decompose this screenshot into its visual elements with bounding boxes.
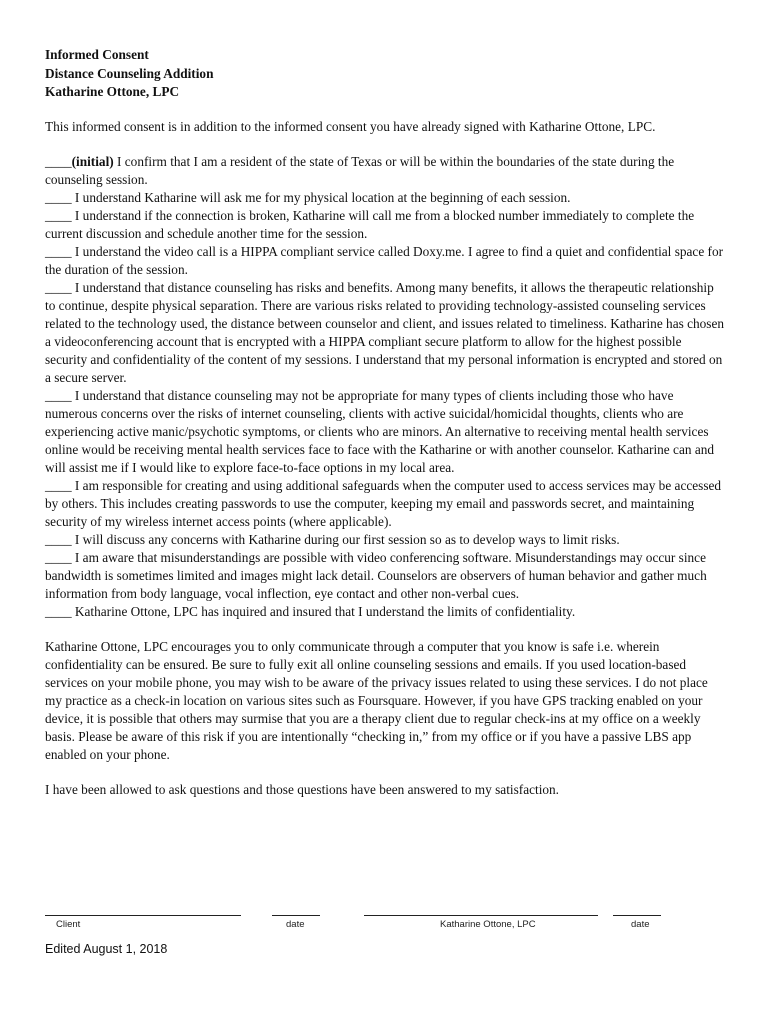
initial-blank[interactable]: ____ [45, 207, 72, 223]
consent-item-text: I understand the video call is a HIPPA compliant service called Doxy.me. I agree to find a quiet and confidential space for the duration of the session. [45, 243, 724, 277]
consent-item-risks-benefits [45, 279, 725, 387]
client-date-line[interactable] [272, 915, 320, 916]
initial-blank[interactable]: ____ [45, 603, 72, 619]
consent-item-text: I am aware that misunderstandings are possible with video conferencing software. Misunderstandings may occur since bandwidth is sometimes limited and images might lack detail. Counselors are observers of human behavior and gather much information from body language, vocal inflection, eye contact and other non-verbal cues. [45, 549, 707, 601]
consent-item-video-service [45, 243, 725, 279]
edited-date: Edited August 1, 2018 [45, 942, 168, 956]
client-date-label: date [286, 919, 305, 930]
initial-blank[interactable]: ____ [45, 477, 72, 493]
consent-item-location [45, 189, 725, 207]
initial-blank[interactable]: ____ [45, 189, 72, 205]
initial-blank[interactable]: ____ [45, 243, 72, 259]
header-subtitle: Distance Counseling Addition [45, 65, 214, 81]
initial-blank[interactable]: ____ [45, 531, 72, 547]
initial-blank[interactable]: ____ [45, 387, 72, 403]
consent-item-text: I will discuss any concerns with Katharine during our first session so as to develop ways to limit risks. [71, 531, 620, 547]
header-title: Informed Consent [45, 47, 149, 62]
initial-blank[interactable]: ____ [45, 279, 72, 295]
consent-item-concerns [45, 531, 725, 549]
consent-item-text: Katharine Ottone, LPC has inquired and insured that I understand the limits of confidentiality. [71, 603, 576, 619]
counselor-signature-line[interactable] [364, 915, 598, 916]
consent-item-text: I am responsible for creating and using additional safeguards when the computer used to access services may be accessed by others. This includes creating passwords to use the computer, keeping my email and passwords secret, and maintaining security of my wireless internet access points (where applicable). [45, 477, 722, 529]
document-header [45, 46, 725, 102]
consent-item-confidentiality [45, 603, 725, 621]
consent-items [45, 153, 725, 621]
initial-blank[interactable]: ____ [45, 549, 72, 565]
counselor-date-label: date [631, 919, 650, 930]
consent-item-misunderstandings [45, 549, 725, 603]
consent-item-text: I confirm that I am a resident of the state of Texas or will be within the boundaries of the state during the counseling session. [45, 153, 675, 187]
consent-item-text: I understand that distance counseling may not be appropriate for many types of clients including those who have numerous concerns over the risks of internet counseling, clients with active suicidal/homicidal thoughts, clients who are experiencing active manic/psychotic symptoms, or clients who are minors. An alternative to receiving mental health services online would be receiving mental health services face to face with the Katharine or with another counselor. Katharine can and will assist me if I would like to explore face-to-face options in my local area. [45, 387, 715, 475]
consent-item-connection [45, 207, 725, 243]
intro-paragraph: This informed consent is in addition to the informed consent you have already signed with Katharine Ottone, LPC. [45, 118, 656, 134]
client-signature-line[interactable] [45, 915, 241, 916]
counselor-date-line[interactable] [613, 915, 661, 916]
initial-label: (initial) [71, 153, 114, 169]
signature-area [0, 905, 770, 945]
consent-item-text: I understand if the connection is broken, Katharine will call me from a blocked number immediately to complete the current discussion and schedule another time for the session. [45, 207, 695, 241]
closing-paragraph: Katharine Ottone, LPC encourages you to only communicate through a computer that you know is safe i.e. wherein confidentiality can be ensured. Be sure to fully exit all online counseling sessions and emails. If you used location-based services on your mobile phone, you may wish to be aware of the privacy issues related to using these services. I do not place my practice as a check-in location on various sites such as Foursquare. However, if you have GPS tracking enabled on your device, it is possible that others may surmise that you are a therapy client due to regular check-ins at my office on a weekly basis. Please be aware of this risk if you are intentionally “checking in,” from my office or if you have a passive LBS app enabled on your phone. [45, 638, 708, 762]
final-statement: I have been allowed to ask questions and those questions have been answered to my satisfaction. [45, 781, 560, 797]
consent-document [45, 46, 725, 799]
consent-item-safeguards [45, 477, 725, 531]
consent-item-residency [45, 153, 725, 189]
consent-item-text: I understand that distance counseling has risks and benefits. Among many benefits, it allows the therapeutic relationship to continue, despite physical separation. There are various risks related to providing technology-assisted counseling services related to the technology used, the distance between counselor and client, and issues related to timeliness. Katharine has chosen a videoconferencing account that is encrypted with a HIPPA compliant secure platform to allow for the highest possible security and confidentiality of the content of my sessions. I understand that my personal information is encrypted and stored on a secure server. [45, 279, 725, 385]
consent-item-text: I understand Katharine will ask me for my physical location at the beginning of each session. [71, 189, 571, 205]
client-label: Client [56, 919, 81, 930]
counselor-label: Katharine Ottone, LPC [440, 919, 536, 930]
initial-blank[interactable]: ____ [45, 153, 72, 169]
header-counselor: Katharine Ottone, LPC [45, 84, 180, 99]
consent-item-appropriateness [45, 387, 725, 477]
